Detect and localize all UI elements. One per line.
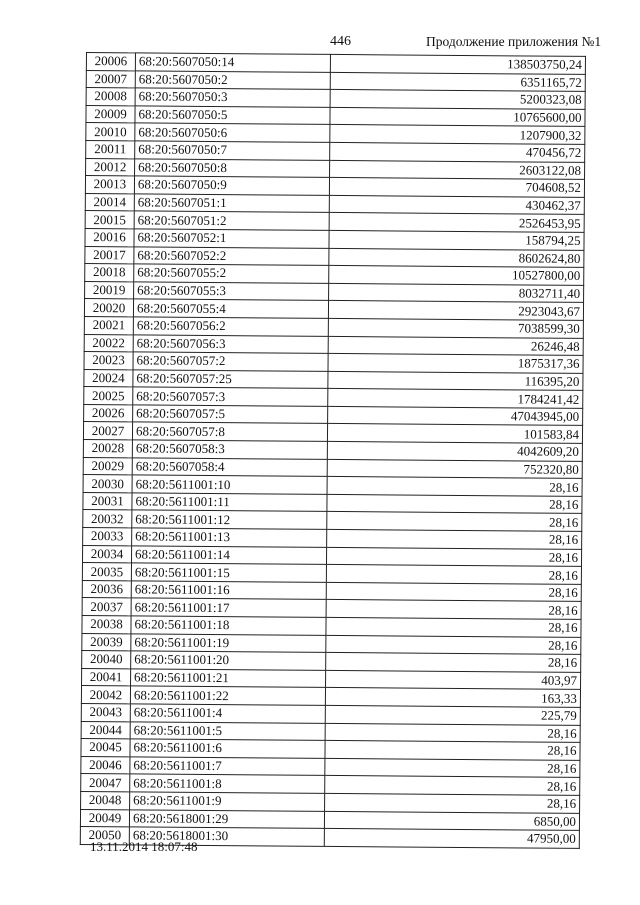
value-cell: 163,33 (325, 688, 580, 708)
value-cell: 28,16 (327, 477, 582, 497)
row-number-cell: 20045 (81, 739, 130, 757)
row-number-cell: 20049 (80, 809, 129, 827)
cadastral-number-cell: 68:20:5607050:9 (134, 176, 329, 195)
row-number-cell: 20030 (83, 475, 132, 493)
value-cell: 10527800,00 (329, 266, 584, 286)
row-number-cell: 20021 (84, 316, 133, 334)
value-cell: 28,16 (325, 723, 580, 743)
value-cell: 28,16 (326, 635, 581, 655)
cadastral-number-cell: 68:20:5607050:14 (135, 53, 330, 72)
value-cell: 1784241,42 (328, 389, 583, 409)
value-cell: 28,16 (325, 741, 580, 761)
value-cell: 1875317,36 (328, 354, 583, 374)
row-number-cell: 20036 (82, 580, 131, 598)
row-number-cell: 20031 (83, 492, 132, 510)
cadastral-number-cell: 68:20:5607056:2 (133, 317, 328, 336)
value-cell: 403,97 (326, 670, 581, 690)
cadastral-number-cell: 68:20:5611001:16 (131, 581, 326, 600)
value-cell: 6850,00 (324, 811, 579, 831)
cadastral-number-cell: 68:20:5607057:25 (133, 370, 328, 389)
value-cell: 28,16 (326, 617, 581, 637)
value-cell: 5200323,08 (330, 90, 585, 110)
row-number-cell: 20044 (81, 721, 130, 739)
cadastral-number-cell: 68:20:5607056:3 (133, 334, 328, 353)
cadastral-number-cell: 68:20:5607051:1 (134, 194, 329, 213)
cadastral-number-cell: 68:20:5618001:29 (129, 809, 324, 828)
cadastral-number-cell: 68:20:5611001:12 (132, 510, 327, 529)
cadastral-number-cell: 68:20:5611001:17 (131, 598, 326, 617)
value-cell: 28,16 (325, 776, 580, 796)
row-number-cell: 20033 (83, 528, 132, 546)
row-number-cell: 20028 (83, 440, 132, 458)
row-number-cell: 20027 (83, 422, 132, 440)
row-number-cell: 20032 (83, 510, 132, 528)
cadastral-number-cell: 68:20:5607057:8 (132, 422, 327, 441)
value-cell: 28,16 (325, 793, 580, 813)
cadastral-number-cell: 68:20:5607050:6 (135, 123, 330, 142)
cadastral-number-cell: 68:20:5611001:19 (131, 633, 326, 652)
row-number-cell: 20037 (82, 598, 131, 616)
row-number-cell: 20042 (81, 686, 130, 704)
value-cell: 430462,37 (329, 195, 584, 215)
footer-timestamp: 13.11.2014 18:07:48 (90, 839, 198, 854)
cadastral-number-cell: 68:20:5607050:2 (135, 70, 330, 89)
value-cell: 28,16 (327, 494, 582, 514)
cadastral-number-cell: 68:20:5607057:2 (133, 352, 328, 371)
cadastral-number-cell: 68:20:5611001:13 (132, 528, 327, 547)
value-cell: 1207900,32 (330, 125, 585, 145)
value-cell: 752320,80 (327, 459, 582, 479)
row-number-cell: 20015 (85, 211, 134, 229)
value-cell: 158794,25 (329, 230, 584, 250)
row-number-cell: 20008 (86, 88, 135, 106)
row-number-cell: 20017 (85, 246, 134, 264)
row-number-cell: 20038 (82, 615, 131, 633)
row-number-cell: 20041 (82, 668, 131, 686)
cadastral-number-cell: 68:20:5611001:4 (130, 704, 325, 723)
cadastral-number-cell: 68:20:5607057:3 (133, 387, 328, 406)
cadastral-number-cell: 68:20:5618001:30 (129, 827, 324, 846)
cadastral-number-cell: 68:20:5607050:3 (135, 88, 330, 107)
cadastral-number-cell: 68:20:5611001:7 (130, 757, 325, 776)
row-number-cell: 20050 (80, 827, 129, 845)
cadastral-number-cell: 68:20:5607050:7 (135, 141, 330, 160)
cadastral-number-cell: 68:20:5607050:8 (135, 158, 330, 177)
row-number-cell: 20020 (84, 299, 133, 317)
cadastral-number-cell: 68:20:5607051:2 (134, 211, 329, 230)
row-number-cell: 20034 (82, 545, 131, 563)
row-number-cell: 20011 (86, 140, 135, 158)
cadastral-number-cell: 68:20:5607055:4 (133, 299, 328, 318)
value-cell: 6351165,72 (330, 72, 585, 92)
row-number-cell: 20039 (82, 633, 131, 651)
row-number-cell: 20023 (84, 352, 133, 370)
row-number-cell: 20035 (82, 563, 131, 581)
value-cell: 8602624,80 (329, 248, 584, 268)
cadastral-number-cell: 68:20:5607052:2 (134, 246, 329, 265)
value-cell: 116395,20 (328, 371, 583, 391)
cadastral-table (80, 52, 586, 849)
cadastral-number-cell: 68:20:5611001:22 (130, 686, 325, 705)
value-cell: 2526453,95 (329, 213, 584, 233)
value-cell: 7038599,30 (328, 318, 583, 338)
cadastral-number-cell: 68:20:5607052:1 (134, 229, 329, 248)
value-cell: 28,16 (326, 565, 581, 585)
row-number-cell: 20012 (86, 158, 135, 176)
value-cell: 138503750,24 (330, 54, 585, 74)
row-number-cell: 20047 (81, 774, 130, 792)
value-cell: 47043945,00 (328, 406, 583, 426)
value-cell: 28,16 (326, 653, 581, 673)
cadastral-number-cell: 68:20:5611001:5 (130, 721, 325, 740)
value-cell: 470456,72 (330, 142, 585, 162)
row-number-cell: 20013 (85, 176, 134, 194)
row-number-cell: 20006 (86, 53, 135, 71)
row-number-cell: 20024 (84, 369, 133, 387)
cadastral-number-cell: 68:20:5607058:3 (132, 440, 327, 459)
row-number-cell: 20019 (85, 281, 134, 299)
value-cell: 101583,84 (327, 424, 582, 444)
row-number-cell: 20046 (81, 756, 130, 774)
value-cell: 28,16 (327, 529, 582, 549)
row-number-cell: 20043 (81, 703, 130, 721)
row-number-cell: 20025 (84, 387, 133, 405)
cadastral-number-cell: 68:20:5607055:2 (134, 264, 329, 283)
cadastral-number-cell: 68:20:5611001:20 (131, 651, 326, 670)
value-cell: 4042609,20 (327, 441, 582, 461)
row-number-cell: 20029 (83, 457, 132, 475)
value-cell: 28,16 (326, 600, 581, 620)
value-cell: 2923043,67 (328, 301, 583, 321)
row-number-cell: 20010 (86, 123, 135, 141)
cadastral-number-cell: 68:20:5607058:4 (132, 458, 327, 477)
value-cell: 28,16 (326, 547, 581, 567)
cadastral-number-cell: 68:20:5607055:3 (134, 282, 329, 301)
value-cell: 26246,48 (328, 336, 583, 356)
cadastral-number-cell: 68:20:5611001:11 (132, 493, 327, 512)
cadastral-number-cell: 68:20:5611001:18 (131, 616, 326, 635)
row-number-cell: 20014 (85, 193, 134, 211)
value-cell: 28,16 (327, 512, 582, 532)
value-cell: 28,16 (325, 758, 580, 778)
cadastral-number-cell: 68:20:5607050:5 (135, 106, 330, 125)
cadastral-number-cell: 68:20:5611001:14 (131, 545, 326, 564)
cadastral-number-cell: 68:20:5607057:5 (133, 405, 328, 424)
row-number-cell: 20022 (84, 334, 133, 352)
cadastral-number-cell: 68:20:5611001:6 (130, 739, 325, 758)
cadastral-number-cell: 68:20:5611001:21 (131, 669, 326, 688)
table-body (80, 53, 585, 849)
row-number-cell: 20048 (81, 791, 130, 809)
row-number-cell: 20009 (86, 105, 135, 123)
value-cell: 225,79 (325, 705, 580, 725)
value-cell: 8032711,40 (329, 283, 584, 303)
value-cell: 704608,52 (329, 178, 584, 198)
row-number-cell: 20040 (82, 651, 131, 669)
value-cell: 28,16 (326, 582, 581, 602)
page-number: 446 (330, 34, 351, 49)
header-note: Продолжение приложения №1 (426, 34, 602, 49)
cadastral-number-cell: 68:20:5611001:15 (131, 563, 326, 582)
row-number-cell: 20018 (85, 264, 134, 282)
cadastral-number-cell: 68:20:5611001:8 (130, 774, 325, 793)
value-cell: 2603122,08 (330, 160, 585, 180)
value-cell: 10765600,00 (330, 107, 585, 127)
cadastral-number-cell: 68:20:5611001:9 (130, 792, 325, 811)
row-number-cell: 20026 (84, 404, 133, 422)
cadastral-number-cell: 68:20:5611001:10 (132, 475, 327, 494)
row-number-cell: 20007 (86, 70, 135, 88)
row-number-cell: 20016 (85, 228, 134, 246)
value-cell: 47950,00 (324, 829, 579, 849)
